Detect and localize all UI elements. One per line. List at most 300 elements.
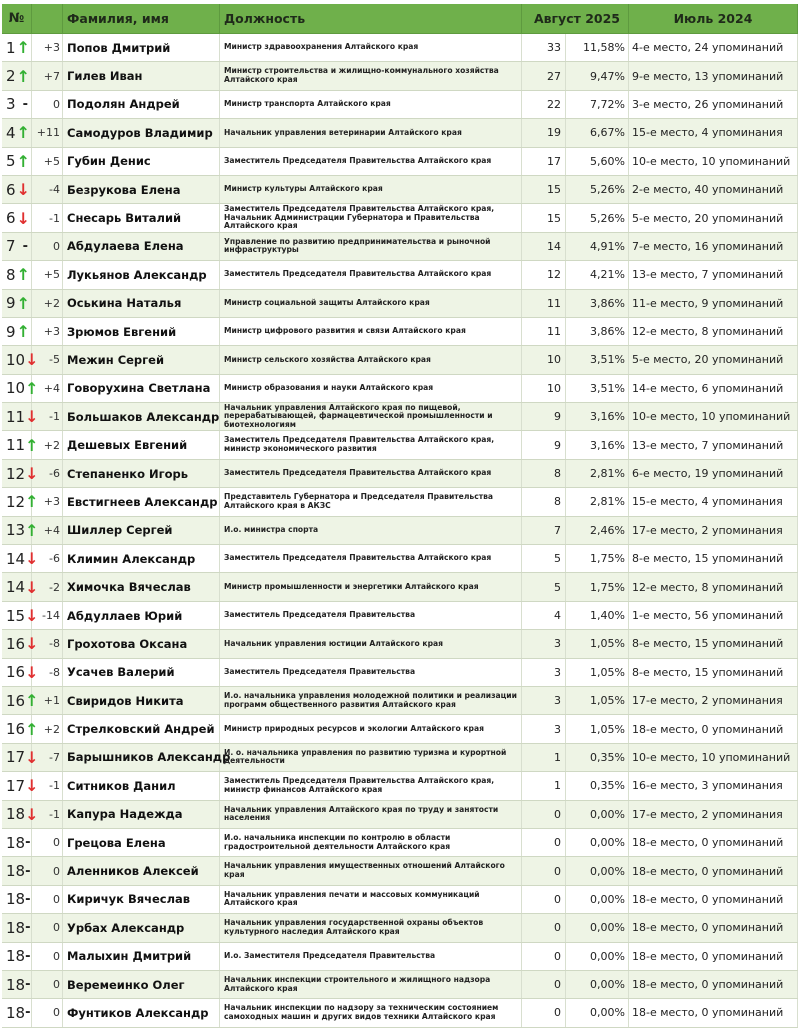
table-row [2, 91, 798, 119]
mentions-percent-cell: 1,40% [566, 602, 629, 629]
header-july: Июль 2024 [629, 4, 798, 33]
rank-cell [2, 148, 32, 175]
delta-cell: +2 [32, 431, 63, 458]
mentions-percent-cell: 1,05% [566, 659, 629, 686]
july-2024-cell: 11-е место, 9 упоминаний [629, 290, 798, 317]
position-cell: Министр культуры Алтайского края [220, 176, 522, 203]
position-cell: Министр цифрового развития и связи Алтайского края [220, 318, 522, 345]
delta-cell: +2 [32, 715, 63, 742]
rank-cell [2, 772, 39, 799]
rank-cell [2, 744, 39, 771]
july-2024-cell: 17-е место, 2 упоминания [629, 517, 798, 544]
arrow-down-icon: ↓ [25, 577, 39, 597]
mentions-count-cell: 7 [522, 517, 566, 544]
july-2024-cell: 16-е место, 3 упоминания [629, 772, 798, 799]
position-cell: Министр природных ресурсов и экологии Алтайского края [220, 715, 522, 742]
table-row [2, 999, 798, 1027]
delta-cell: -7 [32, 744, 63, 771]
table-row [2, 233, 798, 261]
arrow-up-icon: ↑ [25, 378, 39, 398]
mentions-percent-cell: 0,00% [566, 801, 629, 828]
rank-cell [2, 460, 39, 487]
july-2024-cell: 18-е место, 0 упоминаний [629, 971, 798, 998]
mentions-percent-cell: 1,05% [566, 687, 629, 714]
rank-number: 7 [6, 237, 16, 256]
position-cell: Заместитель Председателя Правительства [220, 659, 522, 686]
table-row [2, 346, 798, 374]
position-cell: Начальник управления печати и массовых коммуникаций Алтайского края [220, 886, 522, 913]
july-2024-cell: 8-е место, 15 упоминаний [629, 659, 798, 686]
delta-cell: 0 [32, 999, 63, 1026]
rank-number: 5 [6, 152, 16, 171]
name-cell: Веремеинко Олег [63, 971, 220, 998]
rank-number: 18 [6, 947, 26, 966]
rank-number: 4 [6, 123, 16, 142]
position-cell: Заместитель Председателя Правительства Алтайского края [220, 148, 522, 175]
mentions-percent-cell: 1,05% [566, 715, 629, 742]
july-2024-cell: 10-е место, 10 упоминаний [629, 403, 798, 430]
rank-cell [2, 943, 32, 970]
rank-cell [2, 91, 32, 118]
rank-number: 16 [6, 663, 26, 682]
dash-icon: - [25, 920, 31, 936]
arrow-up-icon: ↑ [25, 435, 39, 455]
mentions-percent-cell: 4,21% [566, 261, 629, 288]
july-2024-cell: 12-е место, 8 упоминаний [629, 318, 798, 345]
name-cell: Снесарь Виталий [63, 204, 220, 231]
rank-cell [2, 715, 39, 742]
rank-cell [2, 375, 39, 402]
name-cell: Попов Дмитрий [63, 34, 220, 61]
table-row [2, 943, 798, 971]
arrow-down-icon: ↓ [25, 634, 39, 654]
position-cell: Заместитель Председателя Правительства [220, 602, 522, 629]
mentions-count-cell: 3 [522, 659, 566, 686]
name-cell: Дешевых Евгений [63, 431, 220, 458]
delta-cell: 0 [32, 857, 63, 884]
mentions-count-cell: 9 [522, 431, 566, 458]
mentions-count-cell: 0 [522, 857, 566, 884]
delta-cell: -14 [32, 602, 63, 629]
name-cell: Абдуллаев Юрий [63, 602, 220, 629]
name-cell: Безрукова Елена [63, 176, 220, 203]
mentions-count-cell: 10 [522, 346, 566, 373]
mentions-count-cell: 10 [522, 375, 566, 402]
delta-cell: +5 [32, 148, 63, 175]
table-row [2, 914, 798, 942]
arrow-down-icon: ↓ [16, 208, 30, 228]
july-2024-cell: 3-е место, 26 упоминаний [629, 91, 798, 118]
rank-number: 18 [6, 862, 26, 881]
rank-number: 3 [6, 95, 16, 114]
table-header [2, 4, 798, 34]
delta-cell: +4 [32, 517, 63, 544]
name-cell: Самодуров Владимир [63, 119, 220, 146]
delta-cell: 0 [32, 829, 63, 856]
delta-cell: -8 [32, 630, 63, 657]
table-row [2, 659, 798, 687]
mentions-percent-cell: 0,00% [566, 971, 629, 998]
rank-number: 18 [6, 918, 26, 937]
dash-icon: - [22, 96, 28, 112]
mentions-count-cell: 1 [522, 772, 566, 799]
table-row [2, 261, 798, 289]
rank-number: 16 [6, 691, 26, 710]
july-2024-cell: 18-е место, 0 упоминаний [629, 886, 798, 913]
delta-cell: +7 [32, 62, 63, 89]
name-cell: Зрюмов Евгений [63, 318, 220, 345]
dash-icon: - [25, 863, 31, 879]
rank-number: 16 [6, 720, 26, 739]
arrow-down-icon: ↓ [25, 662, 39, 682]
july-2024-cell: 8-е место, 15 упоминаний [629, 630, 798, 657]
arrow-down-icon: ↓ [25, 350, 39, 370]
mentions-count-cell: 33 [522, 34, 566, 61]
delta-cell: -1 [32, 801, 63, 828]
mentions-percent-cell: 0,00% [566, 857, 629, 884]
arrow-up-icon: ↑ [16, 151, 30, 171]
table-row [2, 744, 798, 772]
position-cell: Министр социальной защиты Алтайского края [220, 290, 522, 317]
rank-cell [2, 403, 39, 430]
dash-icon: - [25, 948, 31, 964]
delta-cell: +1 [32, 687, 63, 714]
mentions-count-cell: 4 [522, 602, 566, 629]
rank-number: 15 [6, 606, 26, 625]
header-number: № [2, 4, 32, 33]
position-cell: Министр промышленности и энергетики Алтайского края [220, 573, 522, 600]
rank-number: 9 [6, 322, 16, 341]
table-row [2, 971, 798, 999]
table-row [2, 602, 798, 630]
table-row [2, 204, 798, 232]
name-cell: Капура Надежда [63, 801, 220, 828]
position-cell: Начальник инспекции строительного и жилищного надзора Алтайского края [220, 971, 522, 998]
rank-number: 6 [6, 180, 16, 199]
table-row [2, 318, 798, 346]
name-cell: Степаненко Игорь [63, 460, 220, 487]
rank-cell [2, 176, 32, 203]
name-cell: Шиллер Сергей [63, 517, 220, 544]
position-cell: Министр строительства и жилищно-коммунального хозяйства Алтайского края [220, 62, 522, 89]
name-cell: Киричук Вячеслав [63, 886, 220, 913]
mentions-count-cell: 5 [522, 545, 566, 572]
mentions-percent-cell: 11,58% [566, 34, 629, 61]
arrow-up-icon: ↑ [16, 123, 30, 143]
delta-cell: +3 [32, 34, 63, 61]
mentions-percent-cell: 1,05% [566, 630, 629, 657]
rank-number: 11 [6, 436, 26, 455]
rank-cell [2, 857, 32, 884]
mentions-count-cell: 17 [522, 148, 566, 175]
name-cell: Барышников Александр [63, 744, 220, 771]
rank-cell [2, 62, 32, 89]
arrow-up-icon: ↑ [16, 322, 30, 342]
july-2024-cell: 15-е место, 4 упоминания [629, 119, 798, 146]
name-cell: Малыхин Дмитрий [63, 943, 220, 970]
delta-cell: +4 [32, 375, 63, 402]
mentions-count-cell: 8 [522, 460, 566, 487]
july-2024-cell: 12-е место, 8 упоминаний [629, 573, 798, 600]
position-cell: Представитель Губернатора и Председателя Правительства Алтайского края в АКЗС [220, 488, 522, 515]
table-row [2, 715, 798, 743]
rank-cell [2, 801, 39, 828]
mentions-percent-cell: 3,16% [566, 431, 629, 458]
rank-number: 9 [6, 294, 16, 313]
position-cell: Начальник инспекции по надзору за техническим состоянием самоходных машин и других видов техники Алтайского края [220, 999, 522, 1026]
rank-cell [2, 488, 39, 515]
arrow-down-icon: ↓ [25, 549, 39, 569]
mentions-percent-cell: 2,46% [566, 517, 629, 544]
table-row [2, 375, 798, 403]
name-cell: Евстигнеев Александр [63, 488, 220, 515]
arrow-up-icon: ↑ [16, 66, 30, 86]
table-row [2, 119, 798, 147]
position-cell: Начальник управления ветеринарии Алтайского края [220, 119, 522, 146]
mentions-percent-cell: 0,00% [566, 886, 629, 913]
ranking-table [2, 4, 798, 1028]
rank-number: 10 [6, 379, 26, 398]
mentions-percent-cell: 3,51% [566, 375, 629, 402]
july-2024-cell: 2-е место, 40 упоминаний [629, 176, 798, 203]
rank-cell [2, 346, 39, 373]
dash-icon: - [25, 977, 31, 993]
mentions-percent-cell: 6,67% [566, 119, 629, 146]
mentions-percent-cell: 0,00% [566, 943, 629, 970]
position-cell: Начальник управления имущественных отношений Алтайского края [220, 857, 522, 884]
name-cell: Грохотова Оксана [63, 630, 220, 657]
rank-number: 12 [6, 492, 26, 511]
july-2024-cell: 18-е место, 0 упоминаний [629, 943, 798, 970]
mentions-percent-cell: 1,75% [566, 545, 629, 572]
mentions-count-cell: 19 [522, 119, 566, 146]
mentions-count-cell: 0 [522, 943, 566, 970]
table-row [2, 829, 798, 857]
name-cell: Гилев Иван [63, 62, 220, 89]
rank-number: 8 [6, 265, 16, 284]
position-cell: Заместитель Председателя Правительства Алтайского края [220, 460, 522, 487]
position-cell: Начальник управления Алтайского края по пищевой, перерабатывающей, фармацевтической промышленности и биотехнологиям [220, 403, 522, 430]
july-2024-cell: 18-е место, 0 упоминаний [629, 715, 798, 742]
name-cell: Химочка Вячеслав [63, 573, 220, 600]
delta-cell: -5 [32, 346, 63, 373]
july-2024-cell: 18-е место, 0 упоминаний [629, 857, 798, 884]
mentions-percent-cell: 3,51% [566, 346, 629, 373]
name-cell: Говорухина Светлана [63, 375, 220, 402]
mentions-count-cell: 15 [522, 176, 566, 203]
mentions-count-cell: 0 [522, 801, 566, 828]
position-cell: Министр образования и науки Алтайского края [220, 375, 522, 402]
header-spacer [32, 4, 63, 33]
arrow-down-icon: ↓ [25, 407, 39, 427]
table-row [2, 687, 798, 715]
mentions-percent-cell: 0,00% [566, 999, 629, 1026]
table-row [2, 630, 798, 658]
dash-icon: - [25, 1005, 31, 1021]
rank-cell [2, 914, 32, 941]
july-2024-cell: 1-е место, 56 упоминаний [629, 602, 798, 629]
july-2024-cell: 4-е место, 24 упоминаний [629, 34, 798, 61]
position-cell: Заместитель Председателя Правительства Алтайского края, Начальник Администрации Губернатора и Правительства Алтайского края [220, 204, 522, 231]
mentions-count-cell: 9 [522, 403, 566, 430]
position-cell: И.о. начальника инспекции по контролю в области градостроительной деятельности Алтайского края [220, 829, 522, 856]
delta-cell: -2 [32, 573, 63, 600]
rank-cell [2, 431, 39, 458]
name-cell: Фунтиков Александр [63, 999, 220, 1026]
rank-number: 17 [6, 776, 26, 795]
dash-icon: - [25, 891, 31, 907]
rank-number: 16 [6, 634, 26, 653]
mentions-count-cell: 0 [522, 886, 566, 913]
rank-cell [2, 999, 32, 1026]
table-row [2, 772, 798, 800]
july-2024-cell: 17-е место, 2 упоминания [629, 687, 798, 714]
july-2024-cell: 9-е место, 13 упоминаний [629, 62, 798, 89]
rank-cell [2, 659, 39, 686]
arrow-up-icon: ↑ [16, 293, 30, 313]
header-name: Фамилия, имя [63, 4, 220, 33]
mentions-count-cell: 11 [522, 318, 566, 345]
position-cell: Управление по развитию предпринимательства и рыночной инфраструктуры [220, 233, 522, 260]
table-row [2, 290, 798, 318]
mentions-percent-cell: 5,26% [566, 176, 629, 203]
rank-cell [2, 318, 32, 345]
mentions-percent-cell: 0,35% [566, 772, 629, 799]
name-cell: Грецова Елена [63, 829, 220, 856]
rank-cell [2, 886, 32, 913]
mentions-count-cell: 3 [522, 715, 566, 742]
table-row [2, 545, 798, 573]
delta-cell: -1 [32, 403, 63, 430]
arrow-down-icon: ↓ [25, 606, 39, 625]
rank-cell [2, 517, 39, 544]
header-position: Должность [220, 4, 522, 33]
july-2024-cell: 10-е место, 10 упоминаний [629, 744, 798, 771]
mentions-percent-cell: 2,81% [566, 460, 629, 487]
name-cell: Стрелковский Андрей [63, 715, 220, 742]
delta-cell: 0 [32, 91, 63, 118]
name-cell: Подолян Андрей [63, 91, 220, 118]
rank-number: 18 [6, 805, 26, 824]
mentions-count-cell: 14 [522, 233, 566, 260]
table-row [2, 34, 798, 62]
delta-cell: +3 [32, 318, 63, 345]
table-row [2, 403, 798, 431]
delta-cell: 0 [32, 943, 63, 970]
rank-cell [2, 602, 39, 629]
mentions-count-cell: 5 [522, 573, 566, 600]
july-2024-cell: 15-е место, 4 упоминания [629, 488, 798, 515]
position-cell: И. о. начальника управления по развитию туризма и курортной деятельности [220, 744, 522, 771]
arrow-down-icon: ↓ [25, 747, 39, 767]
mentions-count-cell: 15 [522, 204, 566, 231]
july-2024-cell: 8-е место, 15 упоминаний [629, 545, 798, 572]
delta-cell: 0 [32, 971, 63, 998]
rank-cell [2, 119, 32, 146]
position-cell: Начальник управления государственной охраны объектов культурного наследия Алтайского края [220, 914, 522, 941]
position-cell: И.о. начальника управления молодежной политики и реализации программ общественного развития Алтайского края [220, 687, 522, 714]
name-cell: Большаков Александр [63, 403, 220, 430]
mentions-count-cell: 1 [522, 744, 566, 771]
arrow-up-icon: ↑ [25, 691, 39, 711]
position-cell: Заместитель Председателя Правительства Алтайского края [220, 545, 522, 572]
mentions-percent-cell: 5,26% [566, 204, 629, 231]
table-row [2, 431, 798, 459]
arrow-down-icon: ↓ [25, 776, 39, 796]
position-cell: Начальник управления Алтайского края по труду и занятости населения [220, 801, 522, 828]
mentions-count-cell: 0 [522, 999, 566, 1026]
position-cell: Министр транспорта Алтайского края [220, 91, 522, 118]
mentions-count-cell: 3 [522, 630, 566, 657]
delta-cell: +5 [32, 261, 63, 288]
july-2024-cell: 18-е место, 0 упоминаний [629, 829, 798, 856]
rank-number: 10 [6, 350, 26, 369]
dash-icon: - [25, 835, 31, 851]
july-2024-cell: 14-е место, 6 упоминаний [629, 375, 798, 402]
name-cell: Оськина Наталья [63, 290, 220, 317]
rank-number: 2 [6, 67, 16, 86]
july-2024-cell: 13-е место, 7 упоминаний [629, 261, 798, 288]
rank-cell [2, 573, 39, 600]
mentions-percent-cell: 3,86% [566, 290, 629, 317]
mentions-percent-cell: 0,35% [566, 744, 629, 771]
name-cell: Ситников Данил [63, 772, 220, 799]
delta-cell: -8 [32, 659, 63, 686]
delta-cell: -6 [32, 545, 63, 572]
delta-cell: -4 [32, 176, 63, 203]
rank-number: 12 [6, 464, 26, 483]
mentions-count-cell: 3 [522, 687, 566, 714]
rank-number: 14 [6, 549, 26, 568]
rank-cell [2, 233, 32, 260]
rank-number: 17 [6, 748, 26, 767]
arrow-up-icon: ↑ [25, 719, 39, 739]
rank-number: 14 [6, 578, 26, 597]
july-2024-cell: 5-е место, 20 упоминаний [629, 204, 798, 231]
rank-number: 11 [6, 407, 26, 426]
position-cell: И.о. министра спорта [220, 517, 522, 544]
rank-cell [2, 261, 32, 288]
table-row [2, 857, 798, 885]
july-2024-cell: 6-е место, 19 упоминаний [629, 460, 798, 487]
delta-cell: 0 [32, 233, 63, 260]
rank-number: 18 [6, 975, 26, 994]
mentions-count-cell: 11 [522, 290, 566, 317]
mentions-percent-cell: 9,47% [566, 62, 629, 89]
dash-icon: - [22, 238, 28, 254]
position-cell: Заместитель Председателя Правительства Алтайского края [220, 261, 522, 288]
mentions-percent-cell: 0,00% [566, 829, 629, 856]
mentions-percent-cell: 0,00% [566, 914, 629, 941]
mentions-percent-cell: 1,75% [566, 573, 629, 600]
july-2024-cell: 18-е место, 0 упоминаний [629, 914, 798, 941]
delta-cell: +11 [32, 119, 63, 146]
rank-number: 18 [6, 890, 26, 909]
mentions-percent-cell: 4,91% [566, 233, 629, 260]
rank-cell [2, 687, 39, 714]
arrow-up-icon: ↑ [25, 492, 39, 512]
rank-number: 1 [6, 38, 16, 57]
july-2024-cell: 18-е место, 0 упоминаний [629, 999, 798, 1026]
name-cell: Усачев Валерий [63, 659, 220, 686]
delta-cell: -1 [32, 772, 63, 799]
table-row [2, 573, 798, 601]
july-2024-cell: 5-е место, 20 упоминаний [629, 346, 798, 373]
name-cell: Урбах Александр [63, 914, 220, 941]
mentions-count-cell: 27 [522, 62, 566, 89]
table-row [2, 801, 798, 829]
name-cell: Лукьянов Александр [63, 261, 220, 288]
